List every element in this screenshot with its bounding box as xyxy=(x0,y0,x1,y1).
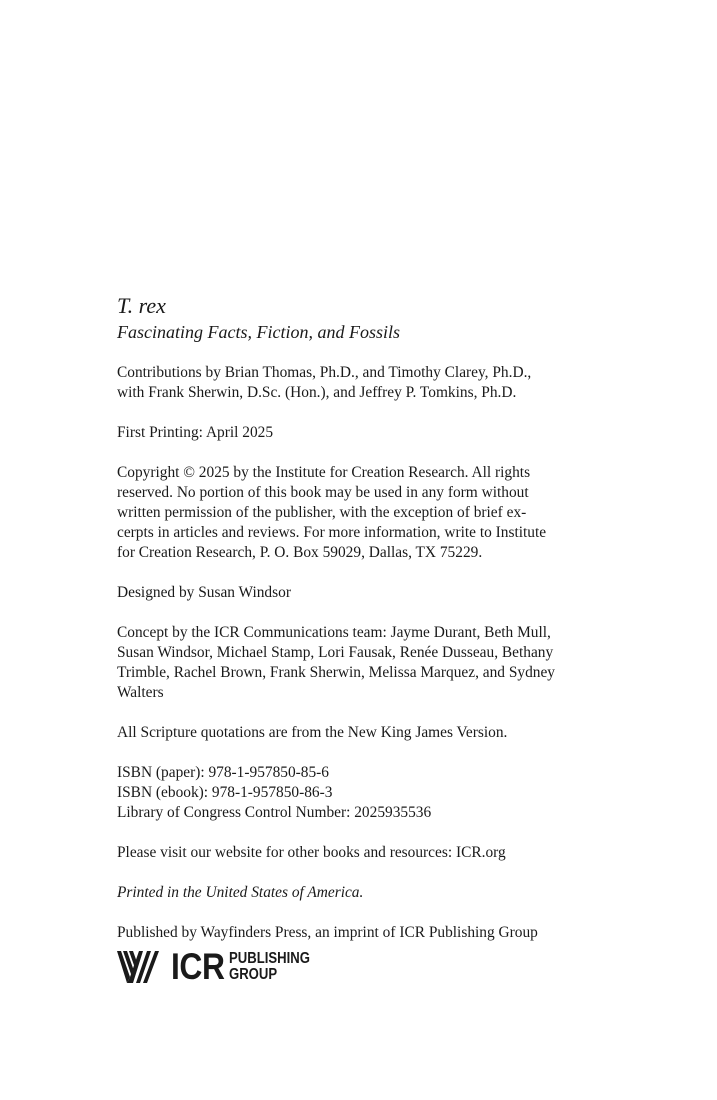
first-printing: First Printing: April 2025 xyxy=(117,424,274,441)
scripture-note: All Scripture quotations are from the New King James Version. xyxy=(117,724,508,741)
text-line: Walters xyxy=(117,684,164,701)
concept-paragraph xyxy=(117,623,597,703)
published-by: Published by Wayfinders Press, an imprint of ICR Publishing Group xyxy=(117,924,538,941)
text-line: reserved. No portion of this book may be used in any form without xyxy=(117,484,529,501)
text-line: Trimble, Rachel Brown, Frank Sherwin, Melissa Marquez, and Sydney xyxy=(117,664,556,681)
logo-publishing-group xyxy=(229,951,310,983)
text-line: Concept by the ICR Communications team: Jayme Durant, Beth Mull, xyxy=(117,624,551,641)
text-line: Susan Windsor, Michael Stamp, Lori Fausak, Renée Dusseau, Bethany xyxy=(117,644,554,661)
printed-in: Printed in the United States of America. xyxy=(117,884,364,901)
contributions-paragraph xyxy=(117,363,597,403)
isbn-paper: ISBN (paper): 978-1-957850-85-6 xyxy=(117,764,330,781)
text-line: Copyright © 2025 by the Institute for Creation Research. All rights xyxy=(117,464,531,481)
logo-line-publishing: PUBLISHING xyxy=(229,950,310,967)
text-line: written permission of the publisher, with the exception of brief ex- xyxy=(117,504,527,521)
isbn-block xyxy=(117,763,597,823)
wayfinders-chevron-icon xyxy=(117,951,167,983)
website-note: Please visit our website for other books and resources: ICR.org xyxy=(117,844,506,861)
text-line: Contributions by Brian Thomas, Ph.D., and Timothy Clarey, Ph.D., xyxy=(117,364,532,381)
book-title: T. rex xyxy=(117,293,166,318)
text-line: with Frank Sherwin, D.Sc. (Hon.), and Jeffrey P. Tomkins, Ph.D. xyxy=(117,384,517,401)
logo-icr-text: ICR xyxy=(171,946,225,987)
book-subtitle: Fascinating Facts, Fiction, and Fossils xyxy=(117,322,400,342)
lccn: Library of Congress Control Number: 2025935536 xyxy=(117,804,432,821)
copyright-page xyxy=(117,293,597,985)
isbn-ebook: ISBN (ebook): 978-1-957850-86-3 xyxy=(117,784,333,801)
text-line: cerpts in articles and reviews. For more information, write to Institute xyxy=(117,524,547,541)
icr-publishing-logo xyxy=(117,946,597,987)
logo-line-group: GROUP xyxy=(229,966,278,983)
copyright-paragraph xyxy=(117,463,597,563)
text-line: for Creation Research, P. O. Box 59029, Dallas, TX 75229. xyxy=(117,544,483,561)
designed-by: Designed by Susan Windsor xyxy=(117,584,291,601)
